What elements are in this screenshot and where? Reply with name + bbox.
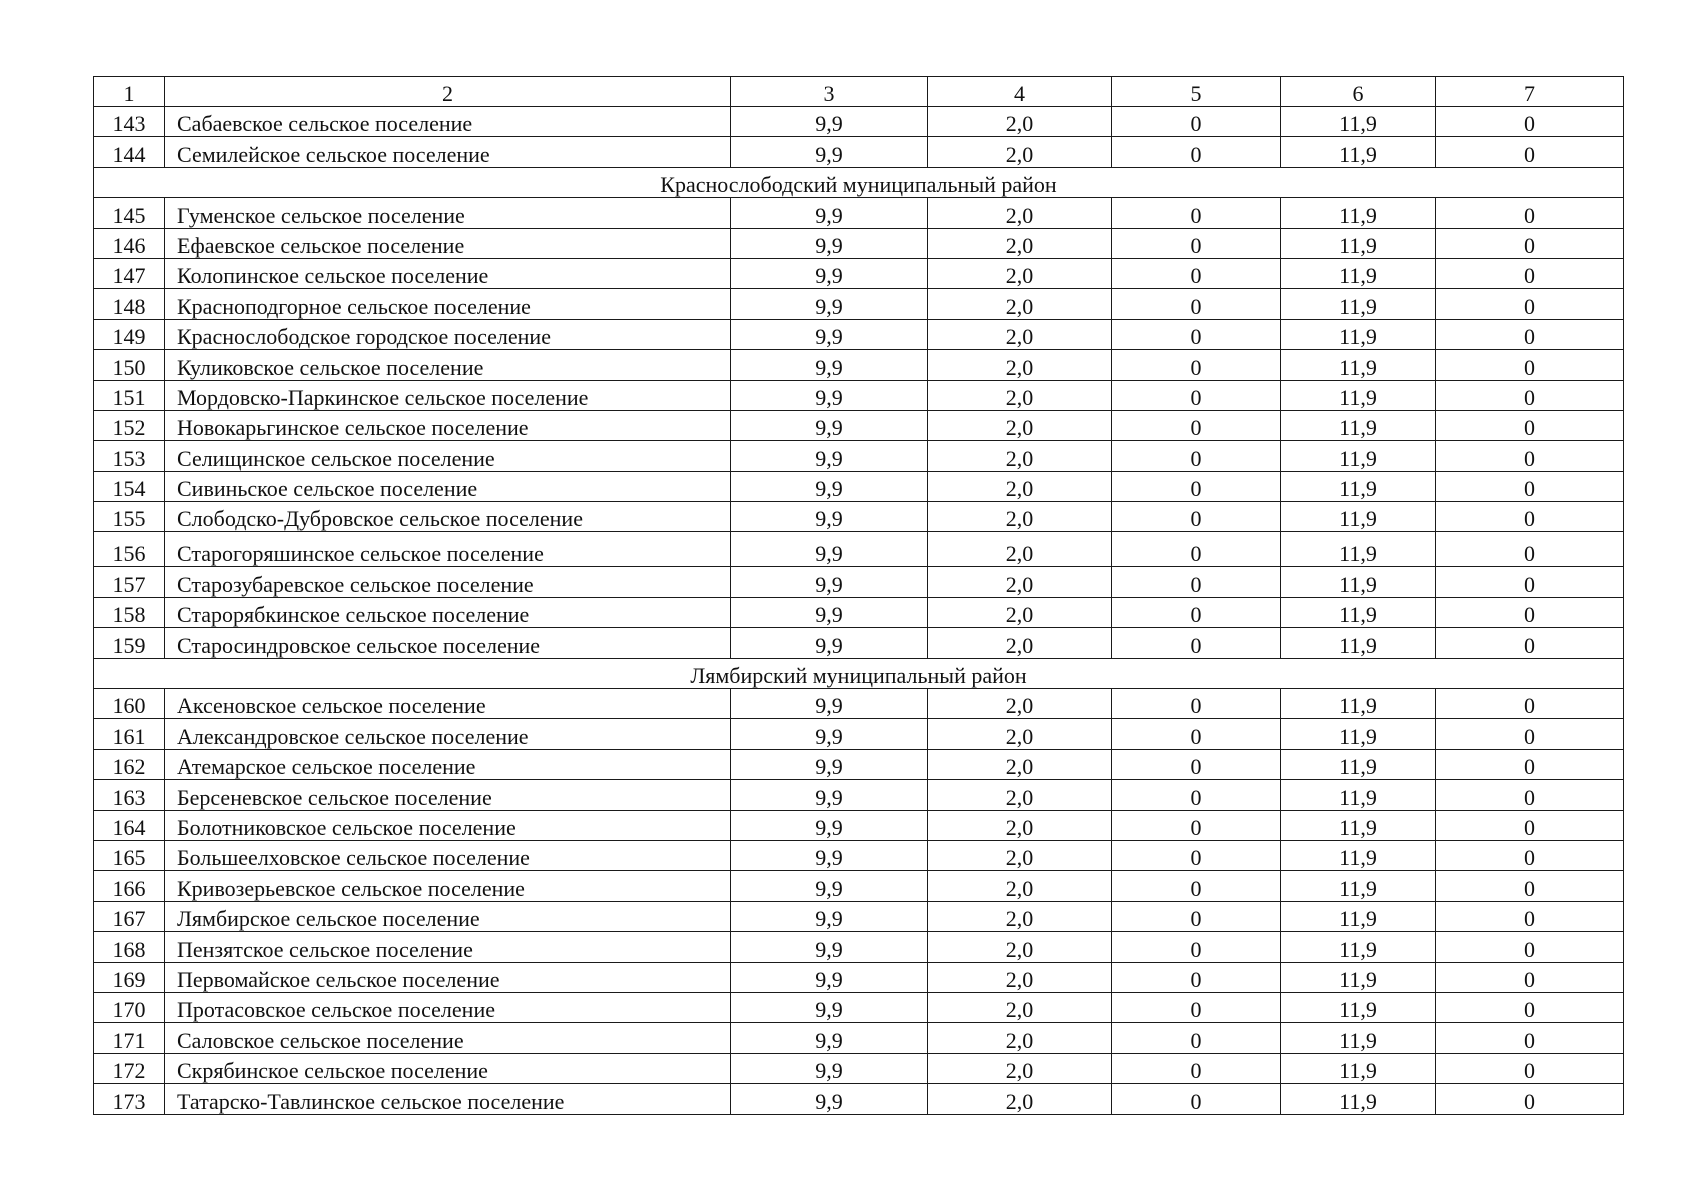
value-cell-col5: 0 bbox=[1112, 471, 1281, 501]
value-cell-col6: 11,9 bbox=[1281, 198, 1436, 228]
table-row bbox=[94, 198, 1624, 228]
value-cell-col6: 11,9 bbox=[1281, 350, 1436, 380]
value-cell-col5: 0 bbox=[1112, 567, 1281, 597]
settlement-name-cell: Сабаевское сельское поселение bbox=[165, 107, 731, 137]
value-cell-col7: 0 bbox=[1436, 1084, 1624, 1114]
table-row bbox=[94, 137, 1624, 167]
column-header: 6 bbox=[1281, 77, 1436, 107]
value-cell-col6: 11,9 bbox=[1281, 532, 1436, 567]
value-cell-col3: 9,9 bbox=[731, 198, 928, 228]
value-cell-col7: 0 bbox=[1436, 901, 1624, 931]
row-number-cell: 161 bbox=[94, 719, 165, 749]
row-number-cell: 145 bbox=[94, 198, 165, 228]
row-number-cell: 152 bbox=[94, 410, 165, 440]
column-header: 4 bbox=[928, 77, 1112, 107]
value-cell-col3: 9,9 bbox=[731, 1023, 928, 1053]
value-cell-col4: 2,0 bbox=[928, 137, 1112, 167]
value-cell-col7: 0 bbox=[1436, 810, 1624, 840]
value-cell-col5: 0 bbox=[1112, 871, 1281, 901]
value-cell-col6: 11,9 bbox=[1281, 137, 1436, 167]
value-cell-col4: 2,0 bbox=[928, 198, 1112, 228]
row-number-cell: 163 bbox=[94, 780, 165, 810]
table-row bbox=[94, 228, 1624, 258]
row-number-cell: 143 bbox=[94, 107, 165, 137]
value-cell-col5: 0 bbox=[1112, 1023, 1281, 1053]
district-title: Лямбирский муниципальный район bbox=[94, 658, 1624, 688]
value-cell-col3: 9,9 bbox=[731, 567, 928, 597]
settlement-name-cell: Слободско-Дубровское сельское поселение bbox=[165, 502, 731, 532]
value-cell-col5: 0 bbox=[1112, 319, 1281, 349]
row-number-cell: 169 bbox=[94, 962, 165, 992]
value-cell-col5: 0 bbox=[1112, 258, 1281, 288]
value-cell-col3: 9,9 bbox=[731, 228, 928, 258]
value-cell-col7: 0 bbox=[1436, 567, 1624, 597]
column-header: 5 bbox=[1112, 77, 1281, 107]
value-cell-col4: 2,0 bbox=[928, 992, 1112, 1022]
value-cell-col7: 0 bbox=[1436, 628, 1624, 658]
value-cell-col7: 0 bbox=[1436, 471, 1624, 501]
row-number-cell: 162 bbox=[94, 749, 165, 779]
value-cell-col7: 0 bbox=[1436, 597, 1624, 627]
value-cell-col6: 11,9 bbox=[1281, 871, 1436, 901]
value-cell-col5: 0 bbox=[1112, 350, 1281, 380]
settlement-name-cell: Большеелховское сельское поселение bbox=[165, 840, 731, 870]
value-cell-col3: 9,9 bbox=[731, 410, 928, 440]
settlement-name-cell: Старосиндровское сельское поселение bbox=[165, 628, 731, 658]
settlement-name-cell: Болотниковское сельское поселение bbox=[165, 810, 731, 840]
value-cell-col7: 0 bbox=[1436, 932, 1624, 962]
value-cell-col6: 11,9 bbox=[1281, 749, 1436, 779]
table-row bbox=[94, 1023, 1624, 1053]
value-cell-col7: 0 bbox=[1436, 780, 1624, 810]
value-cell-col6: 11,9 bbox=[1281, 289, 1436, 319]
value-cell-col4: 2,0 bbox=[928, 471, 1112, 501]
settlement-name-cell: Сивиньское сельское поселение bbox=[165, 471, 731, 501]
value-cell-col6: 11,9 bbox=[1281, 380, 1436, 410]
value-cell-col5: 0 bbox=[1112, 441, 1281, 471]
value-cell-col7: 0 bbox=[1436, 992, 1624, 1022]
table-row bbox=[94, 992, 1624, 1022]
value-cell-col4: 2,0 bbox=[928, 871, 1112, 901]
value-cell-col5: 0 bbox=[1112, 932, 1281, 962]
value-cell-col4: 2,0 bbox=[928, 780, 1112, 810]
value-cell-col5: 0 bbox=[1112, 749, 1281, 779]
value-cell-col5: 0 bbox=[1112, 289, 1281, 319]
row-number-cell: 168 bbox=[94, 932, 165, 962]
value-cell-col5: 0 bbox=[1112, 1084, 1281, 1114]
settlement-name-cell: Пензятское сельское поселение bbox=[165, 932, 731, 962]
table-row bbox=[94, 567, 1624, 597]
value-cell-col6: 11,9 bbox=[1281, 780, 1436, 810]
value-cell-col3: 9,9 bbox=[731, 719, 928, 749]
table-row bbox=[94, 962, 1624, 992]
value-cell-col7: 0 bbox=[1436, 532, 1624, 567]
value-cell-col7: 0 bbox=[1436, 107, 1624, 137]
value-cell-col7: 0 bbox=[1436, 962, 1624, 992]
value-cell-col3: 9,9 bbox=[731, 319, 928, 349]
row-number-cell: 172 bbox=[94, 1053, 165, 1083]
value-cell-col6: 11,9 bbox=[1281, 992, 1436, 1022]
value-cell-col4: 2,0 bbox=[928, 532, 1112, 567]
value-cell-col7: 0 bbox=[1436, 319, 1624, 349]
settlement-name-cell: Селищинское сельское поселение bbox=[165, 441, 731, 471]
value-cell-col7: 0 bbox=[1436, 840, 1624, 870]
value-cell-col6: 11,9 bbox=[1281, 258, 1436, 288]
value-cell-col7: 0 bbox=[1436, 228, 1624, 258]
value-cell-col5: 0 bbox=[1112, 107, 1281, 137]
value-cell-col3: 9,9 bbox=[731, 689, 928, 719]
row-number-cell: 173 bbox=[94, 1084, 165, 1114]
row-number-cell: 148 bbox=[94, 289, 165, 319]
table-row bbox=[94, 380, 1624, 410]
value-cell-col5: 0 bbox=[1112, 810, 1281, 840]
value-cell-col3: 9,9 bbox=[731, 137, 928, 167]
settlement-name-cell: Гуменское сельское поселение bbox=[165, 198, 731, 228]
table-row bbox=[94, 810, 1624, 840]
value-cell-col7: 0 bbox=[1436, 1053, 1624, 1083]
value-cell-col6: 11,9 bbox=[1281, 628, 1436, 658]
row-number-cell: 153 bbox=[94, 441, 165, 471]
table-row bbox=[94, 689, 1624, 719]
value-cell-col4: 2,0 bbox=[928, 1053, 1112, 1083]
row-number-cell: 151 bbox=[94, 380, 165, 410]
value-cell-col6: 11,9 bbox=[1281, 228, 1436, 258]
table-row bbox=[94, 840, 1624, 870]
value-cell-col4: 2,0 bbox=[928, 901, 1112, 931]
value-cell-col4: 2,0 bbox=[928, 567, 1112, 597]
value-cell-col7: 0 bbox=[1436, 719, 1624, 749]
table-row bbox=[94, 441, 1624, 471]
settlement-name-cell: Куликовское сельское поселение bbox=[165, 350, 731, 380]
value-cell-col6: 11,9 bbox=[1281, 962, 1436, 992]
column-header: 3 bbox=[731, 77, 928, 107]
value-cell-col5: 0 bbox=[1112, 228, 1281, 258]
value-cell-col6: 11,9 bbox=[1281, 319, 1436, 349]
table-body bbox=[94, 77, 1624, 1115]
value-cell-col3: 9,9 bbox=[731, 962, 928, 992]
value-cell-col5: 0 bbox=[1112, 689, 1281, 719]
value-cell-col6: 11,9 bbox=[1281, 597, 1436, 627]
value-cell-col5: 0 bbox=[1112, 1053, 1281, 1083]
table-row bbox=[94, 597, 1624, 627]
value-cell-col3: 9,9 bbox=[731, 780, 928, 810]
value-cell-col5: 0 bbox=[1112, 628, 1281, 658]
value-cell-col3: 9,9 bbox=[731, 258, 928, 288]
column-header: 7 bbox=[1436, 77, 1624, 107]
row-number-cell: 167 bbox=[94, 901, 165, 931]
settlement-name-cell: Краснослободское городское поселение bbox=[165, 319, 731, 349]
row-number-cell: 165 bbox=[94, 840, 165, 870]
settlement-name-cell: Старорябкинское сельское поселение bbox=[165, 597, 731, 627]
table-row bbox=[94, 901, 1624, 931]
value-cell-col5: 0 bbox=[1112, 840, 1281, 870]
settlement-name-cell: Татарско-Тавлинское сельское поселение bbox=[165, 1084, 731, 1114]
table-row bbox=[94, 1084, 1624, 1114]
row-number-cell: 147 bbox=[94, 258, 165, 288]
value-cell-col7: 0 bbox=[1436, 871, 1624, 901]
value-cell-col3: 9,9 bbox=[731, 840, 928, 870]
row-number-cell: 166 bbox=[94, 871, 165, 901]
value-cell-col3: 9,9 bbox=[731, 901, 928, 931]
value-cell-col3: 9,9 bbox=[731, 932, 928, 962]
column-header: 1 bbox=[94, 77, 165, 107]
value-cell-col5: 0 bbox=[1112, 962, 1281, 992]
row-number-cell: 171 bbox=[94, 1023, 165, 1053]
table-row bbox=[94, 628, 1624, 658]
value-cell-col3: 9,9 bbox=[731, 992, 928, 1022]
value-cell-col5: 0 bbox=[1112, 198, 1281, 228]
value-cell-col5: 0 bbox=[1112, 597, 1281, 627]
value-cell-col4: 2,0 bbox=[928, 258, 1112, 288]
settlement-name-cell: Мордовско-Паркинское сельское поселение bbox=[165, 380, 731, 410]
value-cell-col4: 2,0 bbox=[928, 932, 1112, 962]
settlement-name-cell: Атемарское сельское поселение bbox=[165, 749, 731, 779]
value-cell-col4: 2,0 bbox=[928, 441, 1112, 471]
settlement-name-cell: Берсеневское сельское поселение bbox=[165, 780, 731, 810]
value-cell-col3: 9,9 bbox=[731, 107, 928, 137]
row-number-cell: 154 bbox=[94, 471, 165, 501]
value-cell-col7: 0 bbox=[1436, 137, 1624, 167]
value-cell-col7: 0 bbox=[1436, 198, 1624, 228]
value-cell-col3: 9,9 bbox=[731, 871, 928, 901]
table-row bbox=[94, 471, 1624, 501]
settlement-name-cell: Саловское сельское поселение bbox=[165, 1023, 731, 1053]
value-cell-col6: 11,9 bbox=[1281, 107, 1436, 137]
settlement-name-cell: Семилейское сельское поселение bbox=[165, 137, 731, 167]
row-number-cell: 157 bbox=[94, 567, 165, 597]
value-cell-col7: 0 bbox=[1436, 410, 1624, 440]
table-row bbox=[94, 532, 1624, 567]
value-cell-col6: 11,9 bbox=[1281, 719, 1436, 749]
value-cell-col3: 9,9 bbox=[731, 628, 928, 658]
value-cell-col7: 0 bbox=[1436, 258, 1624, 288]
district-section-row bbox=[94, 167, 1624, 197]
district-section-row bbox=[94, 658, 1624, 688]
value-cell-col5: 0 bbox=[1112, 410, 1281, 440]
value-cell-col3: 9,9 bbox=[731, 532, 928, 567]
value-cell-col4: 2,0 bbox=[928, 107, 1112, 137]
table-row bbox=[94, 932, 1624, 962]
value-cell-col4: 2,0 bbox=[928, 319, 1112, 349]
settlement-name-cell: Протасовское сельское поселение bbox=[165, 992, 731, 1022]
table-row bbox=[94, 350, 1624, 380]
value-cell-col7: 0 bbox=[1436, 350, 1624, 380]
value-cell-col4: 2,0 bbox=[928, 350, 1112, 380]
table-row bbox=[94, 871, 1624, 901]
table-row bbox=[94, 107, 1624, 137]
row-number-cell: 159 bbox=[94, 628, 165, 658]
value-cell-col6: 11,9 bbox=[1281, 471, 1436, 501]
settlement-name-cell: Красноподгорное сельское поселение bbox=[165, 289, 731, 319]
value-cell-col7: 0 bbox=[1436, 502, 1624, 532]
value-cell-col3: 9,9 bbox=[731, 1053, 928, 1083]
value-cell-col5: 0 bbox=[1112, 137, 1281, 167]
settlement-name-cell: Скрябинское сельское поселение bbox=[165, 1053, 731, 1083]
value-cell-col6: 11,9 bbox=[1281, 689, 1436, 719]
row-number-cell: 158 bbox=[94, 597, 165, 627]
value-cell-col6: 11,9 bbox=[1281, 567, 1436, 597]
value-cell-col4: 2,0 bbox=[928, 810, 1112, 840]
table-row bbox=[94, 749, 1624, 779]
value-cell-col5: 0 bbox=[1112, 380, 1281, 410]
value-cell-col3: 9,9 bbox=[731, 810, 928, 840]
value-cell-col5: 0 bbox=[1112, 502, 1281, 532]
value-cell-col7: 0 bbox=[1436, 689, 1624, 719]
table-row bbox=[94, 410, 1624, 440]
value-cell-col4: 2,0 bbox=[928, 380, 1112, 410]
row-number-cell: 156 bbox=[94, 532, 165, 567]
value-cell-col4: 2,0 bbox=[928, 689, 1112, 719]
row-number-cell: 160 bbox=[94, 689, 165, 719]
value-cell-col5: 0 bbox=[1112, 719, 1281, 749]
value-cell-col4: 2,0 bbox=[928, 597, 1112, 627]
value-cell-col4: 2,0 bbox=[928, 1023, 1112, 1053]
value-cell-col7: 0 bbox=[1436, 1023, 1624, 1053]
settlement-name-cell: Старозубаревское сельское поселение bbox=[165, 567, 731, 597]
district-title: Краснослободский муниципальный район bbox=[94, 167, 1624, 197]
value-cell-col4: 2,0 bbox=[928, 228, 1112, 258]
row-number-cell: 146 bbox=[94, 228, 165, 258]
value-cell-col3: 9,9 bbox=[731, 350, 928, 380]
value-cell-col6: 11,9 bbox=[1281, 1053, 1436, 1083]
column-header: 2 bbox=[165, 77, 731, 107]
table-row bbox=[94, 289, 1624, 319]
value-cell-col6: 11,9 bbox=[1281, 901, 1436, 931]
row-number-cell: 150 bbox=[94, 350, 165, 380]
value-cell-col3: 9,9 bbox=[731, 597, 928, 627]
row-number-cell: 144 bbox=[94, 137, 165, 167]
row-number-cell: 155 bbox=[94, 502, 165, 532]
value-cell-col5: 0 bbox=[1112, 992, 1281, 1022]
value-cell-col6: 11,9 bbox=[1281, 502, 1436, 532]
table-row bbox=[94, 258, 1624, 288]
value-cell-col5: 0 bbox=[1112, 532, 1281, 567]
value-cell-col6: 11,9 bbox=[1281, 1084, 1436, 1114]
row-number-cell: 170 bbox=[94, 992, 165, 1022]
settlements-table bbox=[93, 76, 1624, 1115]
value-cell-col4: 2,0 bbox=[928, 962, 1112, 992]
value-cell-col7: 0 bbox=[1436, 441, 1624, 471]
value-cell-col5: 0 bbox=[1112, 901, 1281, 931]
table-row bbox=[94, 1053, 1624, 1083]
value-cell-col6: 11,9 bbox=[1281, 1023, 1436, 1053]
settlement-name-cell: Колопинское сельское поселение bbox=[165, 258, 731, 288]
column-number-header-row bbox=[94, 77, 1624, 107]
value-cell-col6: 11,9 bbox=[1281, 932, 1436, 962]
settlement-name-cell: Первомайское сельское поселение bbox=[165, 962, 731, 992]
value-cell-col6: 11,9 bbox=[1281, 410, 1436, 440]
value-cell-col6: 11,9 bbox=[1281, 840, 1436, 870]
value-cell-col6: 11,9 bbox=[1281, 441, 1436, 471]
value-cell-col3: 9,9 bbox=[731, 441, 928, 471]
value-cell-col3: 9,9 bbox=[731, 380, 928, 410]
table-row bbox=[94, 780, 1624, 810]
table-row bbox=[94, 719, 1624, 749]
row-number-cell: 149 bbox=[94, 319, 165, 349]
value-cell-col4: 2,0 bbox=[928, 1084, 1112, 1114]
value-cell-col3: 9,9 bbox=[731, 289, 928, 319]
value-cell-col3: 9,9 bbox=[731, 749, 928, 779]
value-cell-col4: 2,0 bbox=[928, 628, 1112, 658]
value-cell-col7: 0 bbox=[1436, 289, 1624, 319]
settlement-name-cell: Александровское сельское поселение bbox=[165, 719, 731, 749]
value-cell-col5: 0 bbox=[1112, 780, 1281, 810]
settlement-name-cell: Старогоряшинское сельское поселение bbox=[165, 532, 731, 567]
value-cell-col4: 2,0 bbox=[928, 410, 1112, 440]
table-row bbox=[94, 319, 1624, 349]
value-cell-col3: 9,9 bbox=[731, 502, 928, 532]
value-cell-col4: 2,0 bbox=[928, 719, 1112, 749]
value-cell-col4: 2,0 bbox=[928, 749, 1112, 779]
value-cell-col7: 0 bbox=[1436, 380, 1624, 410]
settlement-name-cell: Аксеновское сельское поселение bbox=[165, 689, 731, 719]
row-number-cell: 164 bbox=[94, 810, 165, 840]
settlement-name-cell: Кривозерьевское сельское поселение bbox=[165, 871, 731, 901]
value-cell-col7: 0 bbox=[1436, 749, 1624, 779]
value-cell-col4: 2,0 bbox=[928, 840, 1112, 870]
value-cell-col3: 9,9 bbox=[731, 1084, 928, 1114]
value-cell-col4: 2,0 bbox=[928, 289, 1112, 319]
value-cell-col3: 9,9 bbox=[731, 471, 928, 501]
value-cell-col4: 2,0 bbox=[928, 502, 1112, 532]
settlement-name-cell: Новокарьгинское сельское поселение bbox=[165, 410, 731, 440]
settlement-name-cell: Лямбирское сельское поселение bbox=[165, 901, 731, 931]
settlement-name-cell: Ефаевское сельское поселение bbox=[165, 228, 731, 258]
table-row bbox=[94, 502, 1624, 532]
value-cell-col6: 11,9 bbox=[1281, 810, 1436, 840]
